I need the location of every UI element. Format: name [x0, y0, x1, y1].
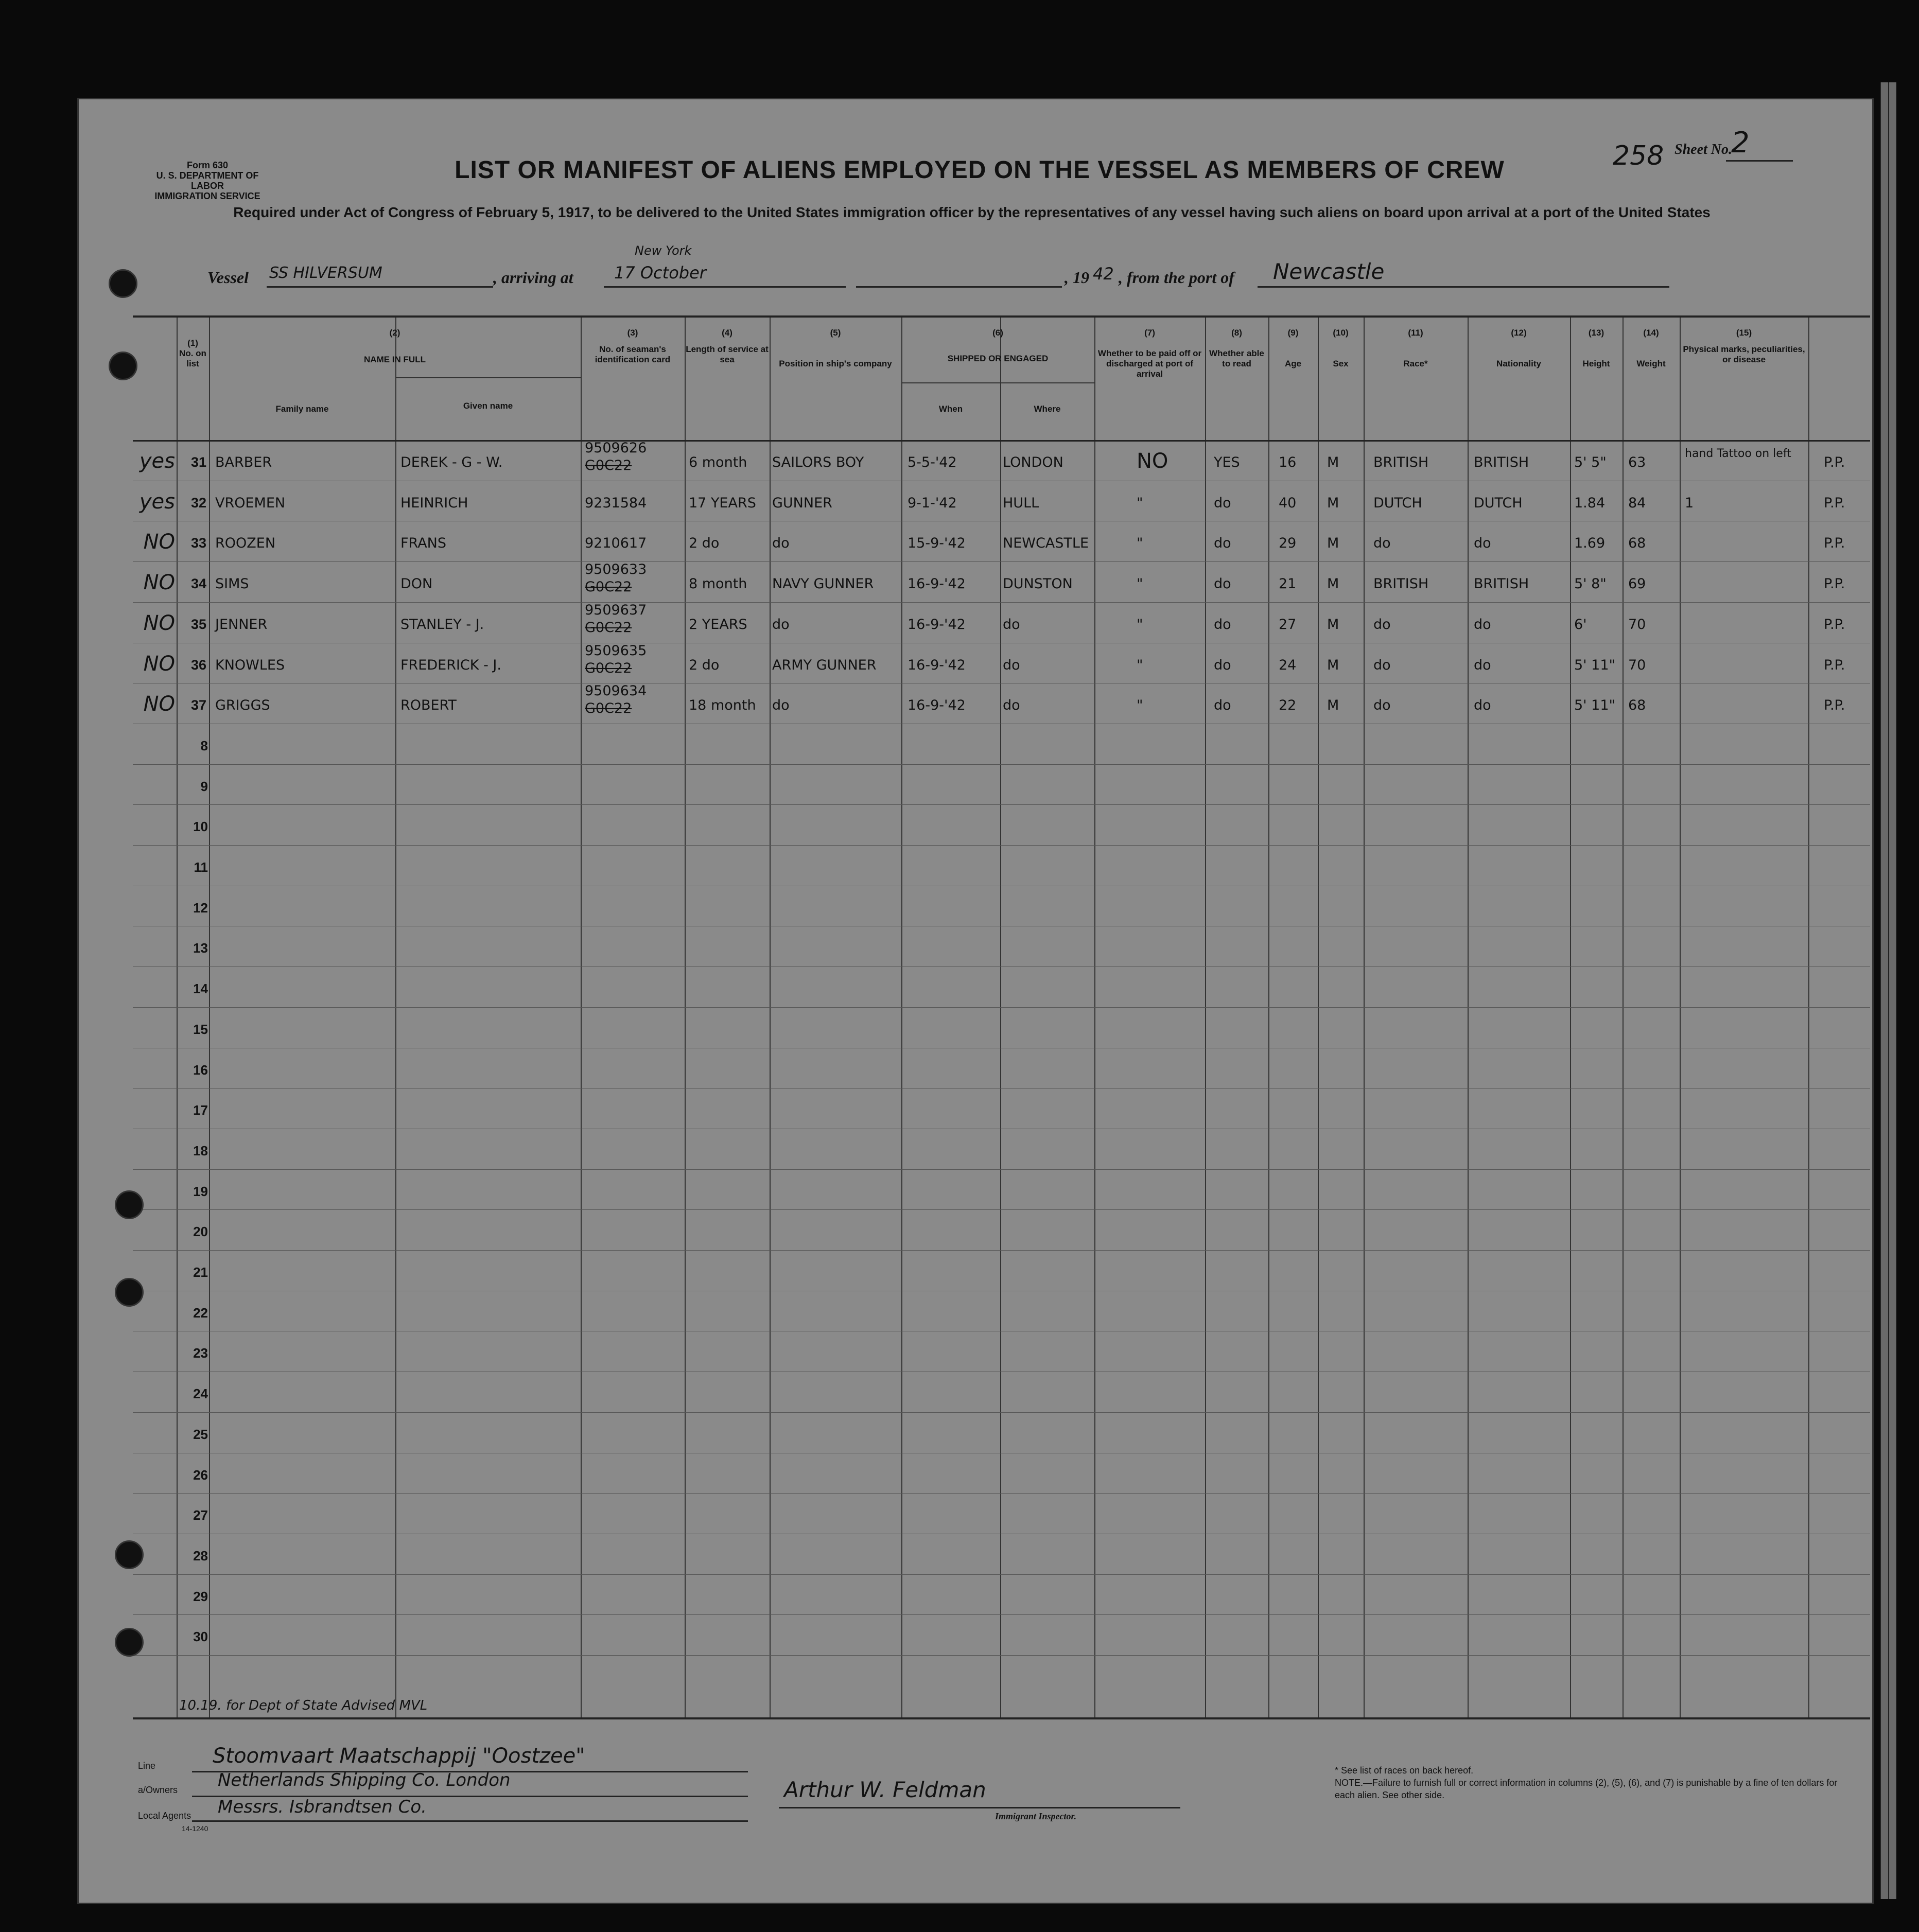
year-prefix: , 19	[1065, 268, 1089, 287]
footer-owners-value: Netherlands Shipping Co. London	[218, 1770, 511, 1790]
crew-table	[133, 315, 1870, 1719]
cell-where: DUNSTON	[1003, 576, 1073, 592]
col-header-name: (2) NAME IN FULL	[364, 328, 426, 364]
underline	[192, 1820, 748, 1822]
cell-when: 16-9-'42	[908, 697, 966, 714]
cell-given: DEREK - G - W.	[400, 454, 503, 470]
form-dept: U. S. DEPARTMENT OF LABOR	[156, 170, 259, 191]
cell-pp: P.P.	[1824, 495, 1845, 511]
cell-no: 36	[190, 657, 206, 673]
col-header-shipped: (6) SHIPPED OR ENGAGED	[947, 328, 1049, 363]
cell-service: 8 month	[689, 576, 747, 592]
cell-sex: M	[1327, 657, 1339, 673]
empty-row-number: 28	[193, 1548, 208, 1564]
cell-age: 40	[1279, 495, 1297, 511]
cell-read: do	[1214, 576, 1231, 592]
cell-weight: 69	[1628, 576, 1646, 592]
cell-race: do	[1373, 657, 1391, 673]
empty-row-number: 15	[193, 1021, 208, 1037]
year-suffix: 42	[1093, 264, 1114, 284]
empty-row-number: 11	[194, 859, 208, 875]
cell-height: 5' 8"	[1574, 576, 1607, 592]
bottom-note: 10.19. for Dept of State Advised MVL	[179, 1698, 428, 1713]
empty-row-number: 10	[193, 819, 208, 835]
row-rule	[133, 561, 1870, 562]
empty-row-number: 26	[193, 1467, 208, 1483]
cell-pp: P.P.	[1824, 576, 1845, 592]
row-rule	[133, 1412, 1870, 1413]
page-edge	[1880, 82, 1888, 1899]
col-header-read: (8) Whether able to read	[1209, 328, 1264, 368]
empty-row-number: 21	[193, 1264, 208, 1280]
cell-paid-off: "	[1137, 535, 1143, 552]
cell-race: DUTCH	[1373, 495, 1422, 511]
page-title: LIST OR MANIFEST OF ALIENS EMPLOYED ON THE VESSEL AS MEMBERS OF CREW	[455, 156, 1505, 184]
cell-position: GUNNER	[772, 495, 832, 511]
footer-line-value: Stoomvaart Maatschappij "Oostzee"	[213, 1744, 585, 1768]
cell-height: 5' 5"	[1574, 454, 1607, 470]
empty-row-number: 18	[193, 1143, 208, 1158]
col-header-age: (9) Age	[1284, 328, 1302, 368]
cell-weight: 68	[1628, 697, 1646, 714]
cell-nationality: do	[1474, 697, 1491, 714]
cell-read: do	[1214, 697, 1231, 714]
row-rule	[133, 845, 1870, 846]
cell-paid-off: "	[1137, 697, 1143, 714]
cell-service: 6 month	[689, 454, 747, 470]
sheet-no-label: Sheet No.	[1674, 142, 1732, 157]
cell-margin: NO	[143, 692, 175, 716]
cell-when: 16-9-'42	[908, 616, 966, 633]
cell-height: 1.84	[1574, 495, 1606, 511]
cell-where: NEWCASTLE	[1003, 535, 1089, 552]
inspector-label: Immigrant Inspector.	[995, 1811, 1077, 1821]
row-rule	[133, 1209, 1870, 1210]
vessel-name: SS HILVERSUM	[269, 264, 382, 282]
empty-row-number: 17	[193, 1102, 208, 1118]
cell-margin: yes	[139, 489, 175, 514]
cell-no: 33	[190, 535, 206, 551]
cell-card-struck: G0C22	[585, 660, 632, 676]
underline	[779, 1807, 1180, 1808]
col-header-service: (4) Length of service at sea	[686, 328, 769, 364]
cell-when: 15-9-'42	[908, 535, 966, 552]
punch-hole	[115, 1190, 144, 1219]
empty-row-number: 29	[193, 1588, 208, 1604]
cell-position: ARMY GUNNER	[772, 657, 877, 673]
cell-height: 5' 11"	[1574, 697, 1615, 714]
cell-family: KNOWLES	[215, 657, 285, 673]
cell-age: 29	[1279, 535, 1297, 552]
cell-service: 18 month	[689, 697, 756, 714]
empty-row-number: 23	[193, 1345, 208, 1361]
punch-hole	[109, 269, 137, 298]
form-service: IMMIGRATION SERVICE	[154, 191, 260, 201]
cell-race: BRITISH	[1373, 454, 1429, 470]
cell-weight: 70	[1628, 616, 1646, 633]
cell-paid-off: "	[1137, 657, 1143, 673]
cell-where: HULL	[1003, 495, 1039, 511]
from-label: , from the port of	[1119, 268, 1234, 287]
cell-sex: M	[1327, 535, 1339, 552]
arriving-label: , arriving at	[493, 268, 573, 287]
footer-line-label: Line	[138, 1761, 156, 1771]
cell-position: do	[772, 697, 790, 714]
manifest-sheet	[77, 98, 1874, 1904]
cell-age: 22	[1279, 697, 1297, 714]
col-header-no: (1) No. on list	[179, 338, 206, 368]
cell-given: FRANS	[400, 535, 447, 552]
cell-race: do	[1373, 535, 1391, 552]
footer-form-code: 14-1240	[182, 1824, 208, 1833]
cell-service: 17 YEARS	[689, 495, 756, 511]
cell-position: do	[772, 535, 790, 552]
empty-row-number: 12	[193, 900, 208, 916]
cell-paid-off: "	[1137, 495, 1143, 511]
cell-read: do	[1214, 657, 1231, 673]
cell-nationality: DUTCH	[1474, 495, 1523, 511]
cell-card: 9509634	[585, 683, 647, 699]
cell-margin: NO	[143, 530, 175, 554]
cell-weight: 63	[1628, 454, 1646, 470]
cell-no: 37	[190, 697, 206, 713]
empty-row-number: 24	[193, 1386, 208, 1402]
punch-hole	[115, 1628, 144, 1657]
cell-where: do	[1003, 657, 1020, 673]
cell-where: do	[1003, 697, 1020, 714]
row-rule	[133, 1169, 1870, 1170]
col-header-given: Given name	[463, 401, 513, 411]
cell-marks: hand Tattoo on left	[1685, 447, 1791, 460]
footer-agents-label: Local Agents	[138, 1811, 191, 1821]
cell-read: do	[1214, 535, 1231, 552]
vessel-label: Vessel	[207, 268, 249, 287]
punch-hole	[115, 1278, 144, 1307]
page-edge	[1888, 82, 1896, 1899]
row-rule	[133, 1614, 1870, 1615]
col-header-card: (3) No. of seaman's identification card	[595, 328, 671, 364]
cell-card: 9509626	[585, 440, 647, 456]
underline	[604, 286, 846, 288]
cell-when: 16-9-'42	[908, 657, 966, 673]
empty-row-number: 19	[193, 1183, 208, 1199]
cell-nationality: BRITISH	[1474, 576, 1529, 592]
cell-weight: 84	[1628, 495, 1646, 511]
empty-row-number: 13	[193, 940, 208, 956]
cell-sex: M	[1327, 454, 1339, 470]
cell-when: 5-5-'42	[908, 454, 957, 470]
cell-pp: P.P.	[1824, 454, 1845, 470]
cell-weight: 68	[1628, 535, 1646, 552]
cell-service: 2 do	[689, 535, 720, 552]
cell-margin: NO	[143, 652, 175, 676]
empty-row-number: 16	[193, 1062, 208, 1078]
row-rule	[133, 1493, 1870, 1494]
cell-age: 27	[1279, 616, 1297, 633]
empty-row-number: 9	[200, 778, 208, 794]
requirement-text: Required under Act of Congress of February 5, 1917, to be delivered to the United States immigration officer by the representatives of any vessel having such aliens on board upon arrival at a port of the United States	[233, 204, 1711, 220]
underline	[856, 286, 1062, 288]
arrival-port: New York	[635, 243, 692, 258]
cell-read: YES	[1214, 454, 1240, 470]
cell-no: 34	[190, 576, 206, 592]
empty-row-number: 30	[193, 1629, 208, 1645]
cell-weight: 70	[1628, 657, 1646, 673]
footer-agents-value: Messrs. Isbrandtsen Co.	[218, 1797, 427, 1817]
cell-nationality: do	[1474, 535, 1491, 552]
cell-card: 9509633	[585, 561, 647, 578]
cell-given: DON	[400, 576, 433, 592]
cell-service: 2 YEARS	[689, 616, 747, 633]
col-header-where: Where	[1034, 404, 1061, 414]
cell-card: 9509635	[585, 642, 647, 659]
row-rule	[133, 1574, 1870, 1575]
col-header-weight: (14) Weight	[1636, 328, 1666, 368]
row-rule	[133, 602, 1870, 603]
form-identifier	[141, 160, 274, 201]
cell-family: JENNER	[215, 616, 268, 633]
cell-sex: M	[1327, 495, 1339, 511]
cell-margin: NO	[143, 611, 175, 635]
cell-where: LONDON	[1003, 454, 1063, 470]
cell-card: 9231584	[585, 495, 647, 511]
penalty-note: NOTE.—Failure to furnish full or correct information in columns (2), (5), (6), and (7) is punishable by a fine of ten dollars for each alien. See other side.	[1335, 1778, 1838, 1800]
empty-row-number: 27	[193, 1507, 208, 1523]
cell-when: 9-1-'42	[908, 495, 957, 511]
col-header-paid-off: (7) Whether to be paid off or discharged at port of arrival	[1097, 328, 1202, 379]
cell-family: VROEMEN	[215, 495, 286, 511]
col-header-marks: (15) Physical marks, peculiarities, or disease	[1683, 328, 1805, 364]
cell-position: do	[772, 616, 790, 633]
cell-race: BRITISH	[1373, 576, 1429, 592]
col-header-position: (5) Position in ship's company	[779, 328, 892, 368]
col-header-race: (11) Race*	[1403, 328, 1428, 368]
empty-row-number: 14	[193, 981, 208, 997]
cell-no: 32	[190, 495, 206, 511]
cell-pp: P.P.	[1824, 657, 1845, 673]
cell-family: SIMS	[215, 576, 249, 592]
row-rule	[133, 1007, 1870, 1008]
cell-pp: P.P.	[1824, 535, 1845, 552]
races-note: * See list of races on back hereof.	[1335, 1765, 1474, 1776]
row-rule	[133, 1250, 1870, 1251]
cell-nationality: do	[1474, 657, 1491, 673]
col-header-height: (13) Height	[1582, 328, 1610, 368]
inspector-signature: Arthur W. Feldman	[784, 1777, 986, 1802]
cell-given: STANLEY - J.	[400, 616, 484, 633]
cell-card-struck: G0C22	[585, 700, 632, 717]
sheet-no-value: 2	[1731, 126, 1750, 160]
vessel-line	[207, 243, 1752, 294]
row-rule	[133, 804, 1870, 805]
cell-when: 16-9-'42	[908, 576, 966, 592]
departure-port: Newcastle	[1273, 259, 1385, 284]
cell-margin: yes	[139, 449, 175, 473]
row-rule	[133, 764, 1870, 765]
cell-height: 5' 11"	[1574, 657, 1615, 673]
cell-family: BARBER	[215, 454, 272, 470]
cell-age: 16	[1279, 454, 1297, 470]
cell-read: do	[1214, 495, 1231, 511]
punch-hole	[115, 1540, 144, 1569]
punch-hole	[109, 352, 137, 380]
cell-race: do	[1373, 697, 1391, 714]
cell-age: 21	[1279, 576, 1297, 592]
cell-height: 1.69	[1574, 535, 1606, 552]
col-header-nationality: (12) Nationality	[1496, 328, 1541, 368]
cell-paid-off: NO	[1137, 449, 1168, 473]
cell-family: GRIGGS	[215, 697, 270, 714]
empty-row-number: 8	[200, 737, 208, 753]
cell-sex: M	[1327, 697, 1339, 714]
cell-sex: M	[1327, 576, 1339, 592]
cell-marks: 1	[1685, 495, 1694, 511]
cell-nationality: BRITISH	[1474, 454, 1529, 470]
cell-given: ROBERT	[400, 697, 457, 714]
cell-card-struck: G0C22	[585, 619, 632, 636]
cell-no: 35	[190, 616, 206, 632]
cell-given: HEINRICH	[400, 495, 468, 511]
cell-read: do	[1214, 616, 1231, 633]
row-rule	[133, 1655, 1870, 1656]
cell-age: 24	[1279, 657, 1297, 673]
empty-row-number: 22	[193, 1305, 208, 1321]
cell-card: 9509637	[585, 602, 647, 618]
notes	[1335, 1764, 1850, 1801]
sheet-stamp-number: 258	[1613, 140, 1664, 171]
cell-no: 31	[190, 454, 206, 470]
cell-position: SAILORS BOY	[772, 454, 864, 470]
cell-paid-off: "	[1137, 616, 1143, 633]
empty-row-number: 25	[193, 1426, 208, 1442]
underline	[267, 286, 493, 288]
col-header-when: When	[938, 404, 963, 414]
cell-height: 6'	[1574, 616, 1587, 633]
cell-service: 2 do	[689, 657, 720, 673]
form-number: Form 630	[186, 160, 229, 170]
underline	[1258, 286, 1669, 288]
cell-sex: M	[1327, 616, 1339, 633]
cell-position: NAVY GUNNER	[772, 576, 874, 592]
cell-pp: P.P.	[1824, 616, 1845, 633]
cell-card: 9210617	[585, 535, 647, 552]
cell-paid-off: "	[1137, 576, 1143, 592]
cell-nationality: do	[1474, 616, 1491, 633]
col-header-sex: (10) Sex	[1333, 328, 1349, 368]
footer-owners-label: a/Owners	[138, 1785, 178, 1795]
cell-margin: NO	[143, 571, 175, 595]
col-header-family: Family name	[275, 404, 329, 414]
arrival-date: 17 October	[614, 263, 706, 283]
cell-race: do	[1373, 616, 1391, 633]
cell-card-struck: G0C22	[585, 579, 632, 595]
cell-card-struck: G0C22	[585, 458, 632, 473]
cell-pp: P.P.	[1824, 697, 1845, 714]
cell-family: ROOZEN	[215, 535, 276, 552]
empty-row-number: 20	[193, 1224, 208, 1240]
cell-where: do	[1003, 616, 1020, 633]
sheet-no-underline	[1726, 160, 1793, 162]
cell-given: FREDERICK - J.	[400, 657, 501, 673]
